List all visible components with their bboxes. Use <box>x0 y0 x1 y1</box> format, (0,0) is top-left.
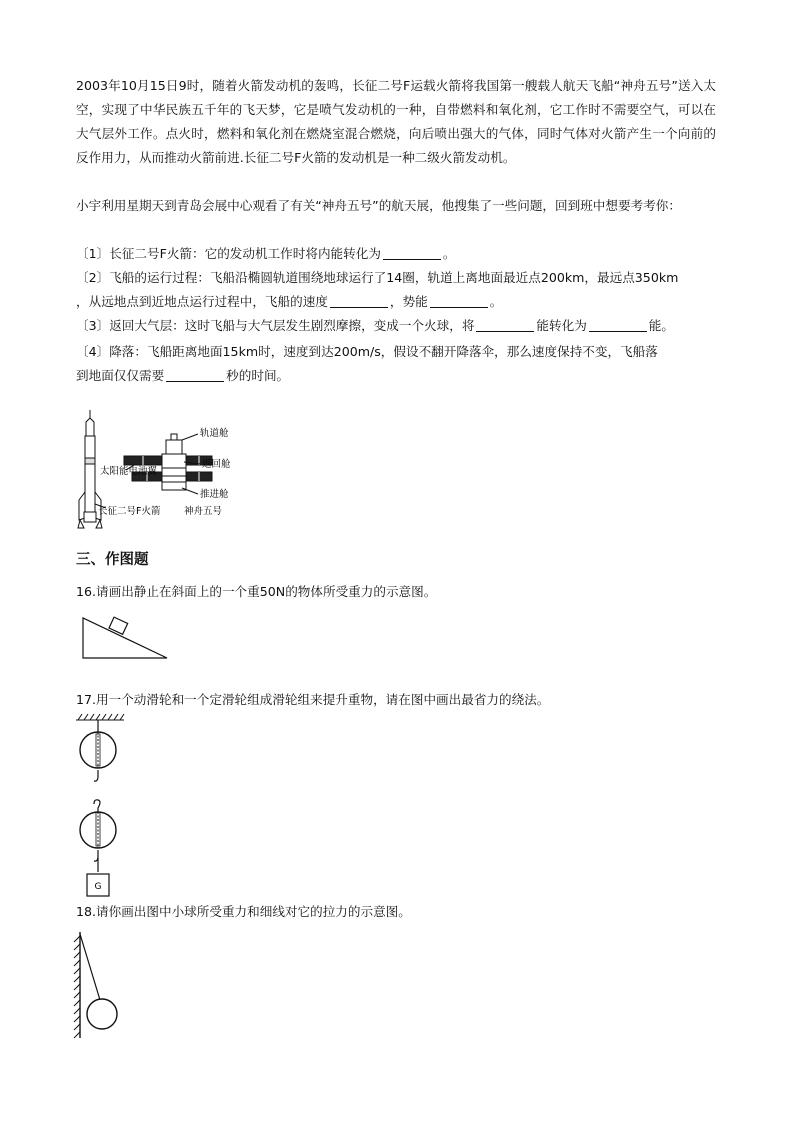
label-propulsion-module: 推进舱 <box>200 489 229 500</box>
movable-pulley <box>80 800 116 872</box>
section-title: 三、作图题 <box>76 552 149 568</box>
answer-blank[interactable] <box>166 368 224 382</box>
question-3-text: 〔3〕返回大气层：这时飞船与大气层发生剧烈摩擦，变成一个火球，将 <box>76 318 475 333</box>
label-rocket: 长征二号F火箭 <box>98 506 161 517</box>
question-1-end: 。 <box>442 246 456 261</box>
pendulum-figure <box>70 928 130 1044</box>
label-return-module: 返回舱 <box>202 459 231 470</box>
question-3-end: 能。 <box>648 318 674 333</box>
label-solar-wing: 太阳能电池翼 <box>100 466 158 477</box>
question-3 <box>76 314 674 338</box>
wall <box>74 932 80 1038</box>
answer-blank[interactable] <box>430 294 488 308</box>
intro-paragraph: 2003年10月15日9时，随着火箭发动机的轰鸣，长征二号F运载火箭将我国第一艘载人航天飞船“神舟五号”送入太空，实现了中华民族五千年的飞天梦，它是喷气发动机的一种，自带燃料和氧化剂，它工作时不需要空气，可以在大气层外工作。点火时，燃料和氧化剂在燃烧室混合燃烧，向后喷出强大的气体，同时气体对火箭产生一个向前的反作用力，从而推动火箭前进.长征二号F火箭的发动机是一种二级火箭发动机。 <box>76 78 716 165</box>
intro-paragraph-2: 小宇利用星期天到青岛会展中心观看了有关“神舟五号”的航天展，他搜集了一些问题，回到班中想要考考你： <box>76 198 681 213</box>
fixed-pulley <box>80 720 116 781</box>
question-3-mid: 能转化为 <box>536 318 587 333</box>
question-4-text: 到地面仅仅需要 <box>76 368 165 383</box>
weight-label: G <box>94 882 102 892</box>
ball <box>87 999 117 1029</box>
question-2-text: ，从远地点到近地点运行过程中，飞船的速度 <box>76 294 328 309</box>
question-4-end: 秒的时间。 <box>226 368 290 383</box>
question-17: 17.用一个动滑轮和一个定滑轮组成滑轮组来提升重物，请在图中画出最省力的绕法。 <box>76 692 550 707</box>
answer-blank[interactable] <box>476 318 534 332</box>
question-2-line-1: 〔2〕飞船的运行过程：飞船沿椭圆轨道围绕地球运行了14圈，轨道上离地面最近点200km，最远点350km <box>76 270 679 285</box>
pulley-figure <box>72 712 132 898</box>
question-18: 18.请你画出图中小球所受重力和细线对它的拉力的示意图。 <box>76 904 411 919</box>
string <box>80 934 100 1000</box>
question-2-mid: ，势能 <box>389 294 428 309</box>
question-4-line-2 <box>76 364 289 388</box>
question-1-text: 〔1〕长征二号F火箭：它的发动机工作时将内能转化为 <box>76 246 381 261</box>
question-16: 16.请画出静止在斜面上的一个重50N的物体所受重力的示意图。 <box>76 584 437 599</box>
question-4-line-1: 〔4〕降落：飞船距离地面15km时，速度到达200m/s，假设不翻开降落伞，那么速度保持不变，飞船落 <box>76 344 658 359</box>
rocket-figure <box>74 408 244 532</box>
answer-blank[interactable] <box>383 246 441 260</box>
question-2-line-2 <box>76 290 502 314</box>
answer-blank[interactable] <box>330 294 388 308</box>
answer-blank[interactable] <box>589 318 647 332</box>
label-spacecraft: 神舟五号 <box>184 506 223 517</box>
question-1 <box>76 242 456 266</box>
ceiling <box>76 714 124 720</box>
label-orbit-module: 轨道舱 <box>200 428 229 439</box>
question-2-end: 。 <box>489 294 503 309</box>
incline-figure <box>80 614 170 660</box>
